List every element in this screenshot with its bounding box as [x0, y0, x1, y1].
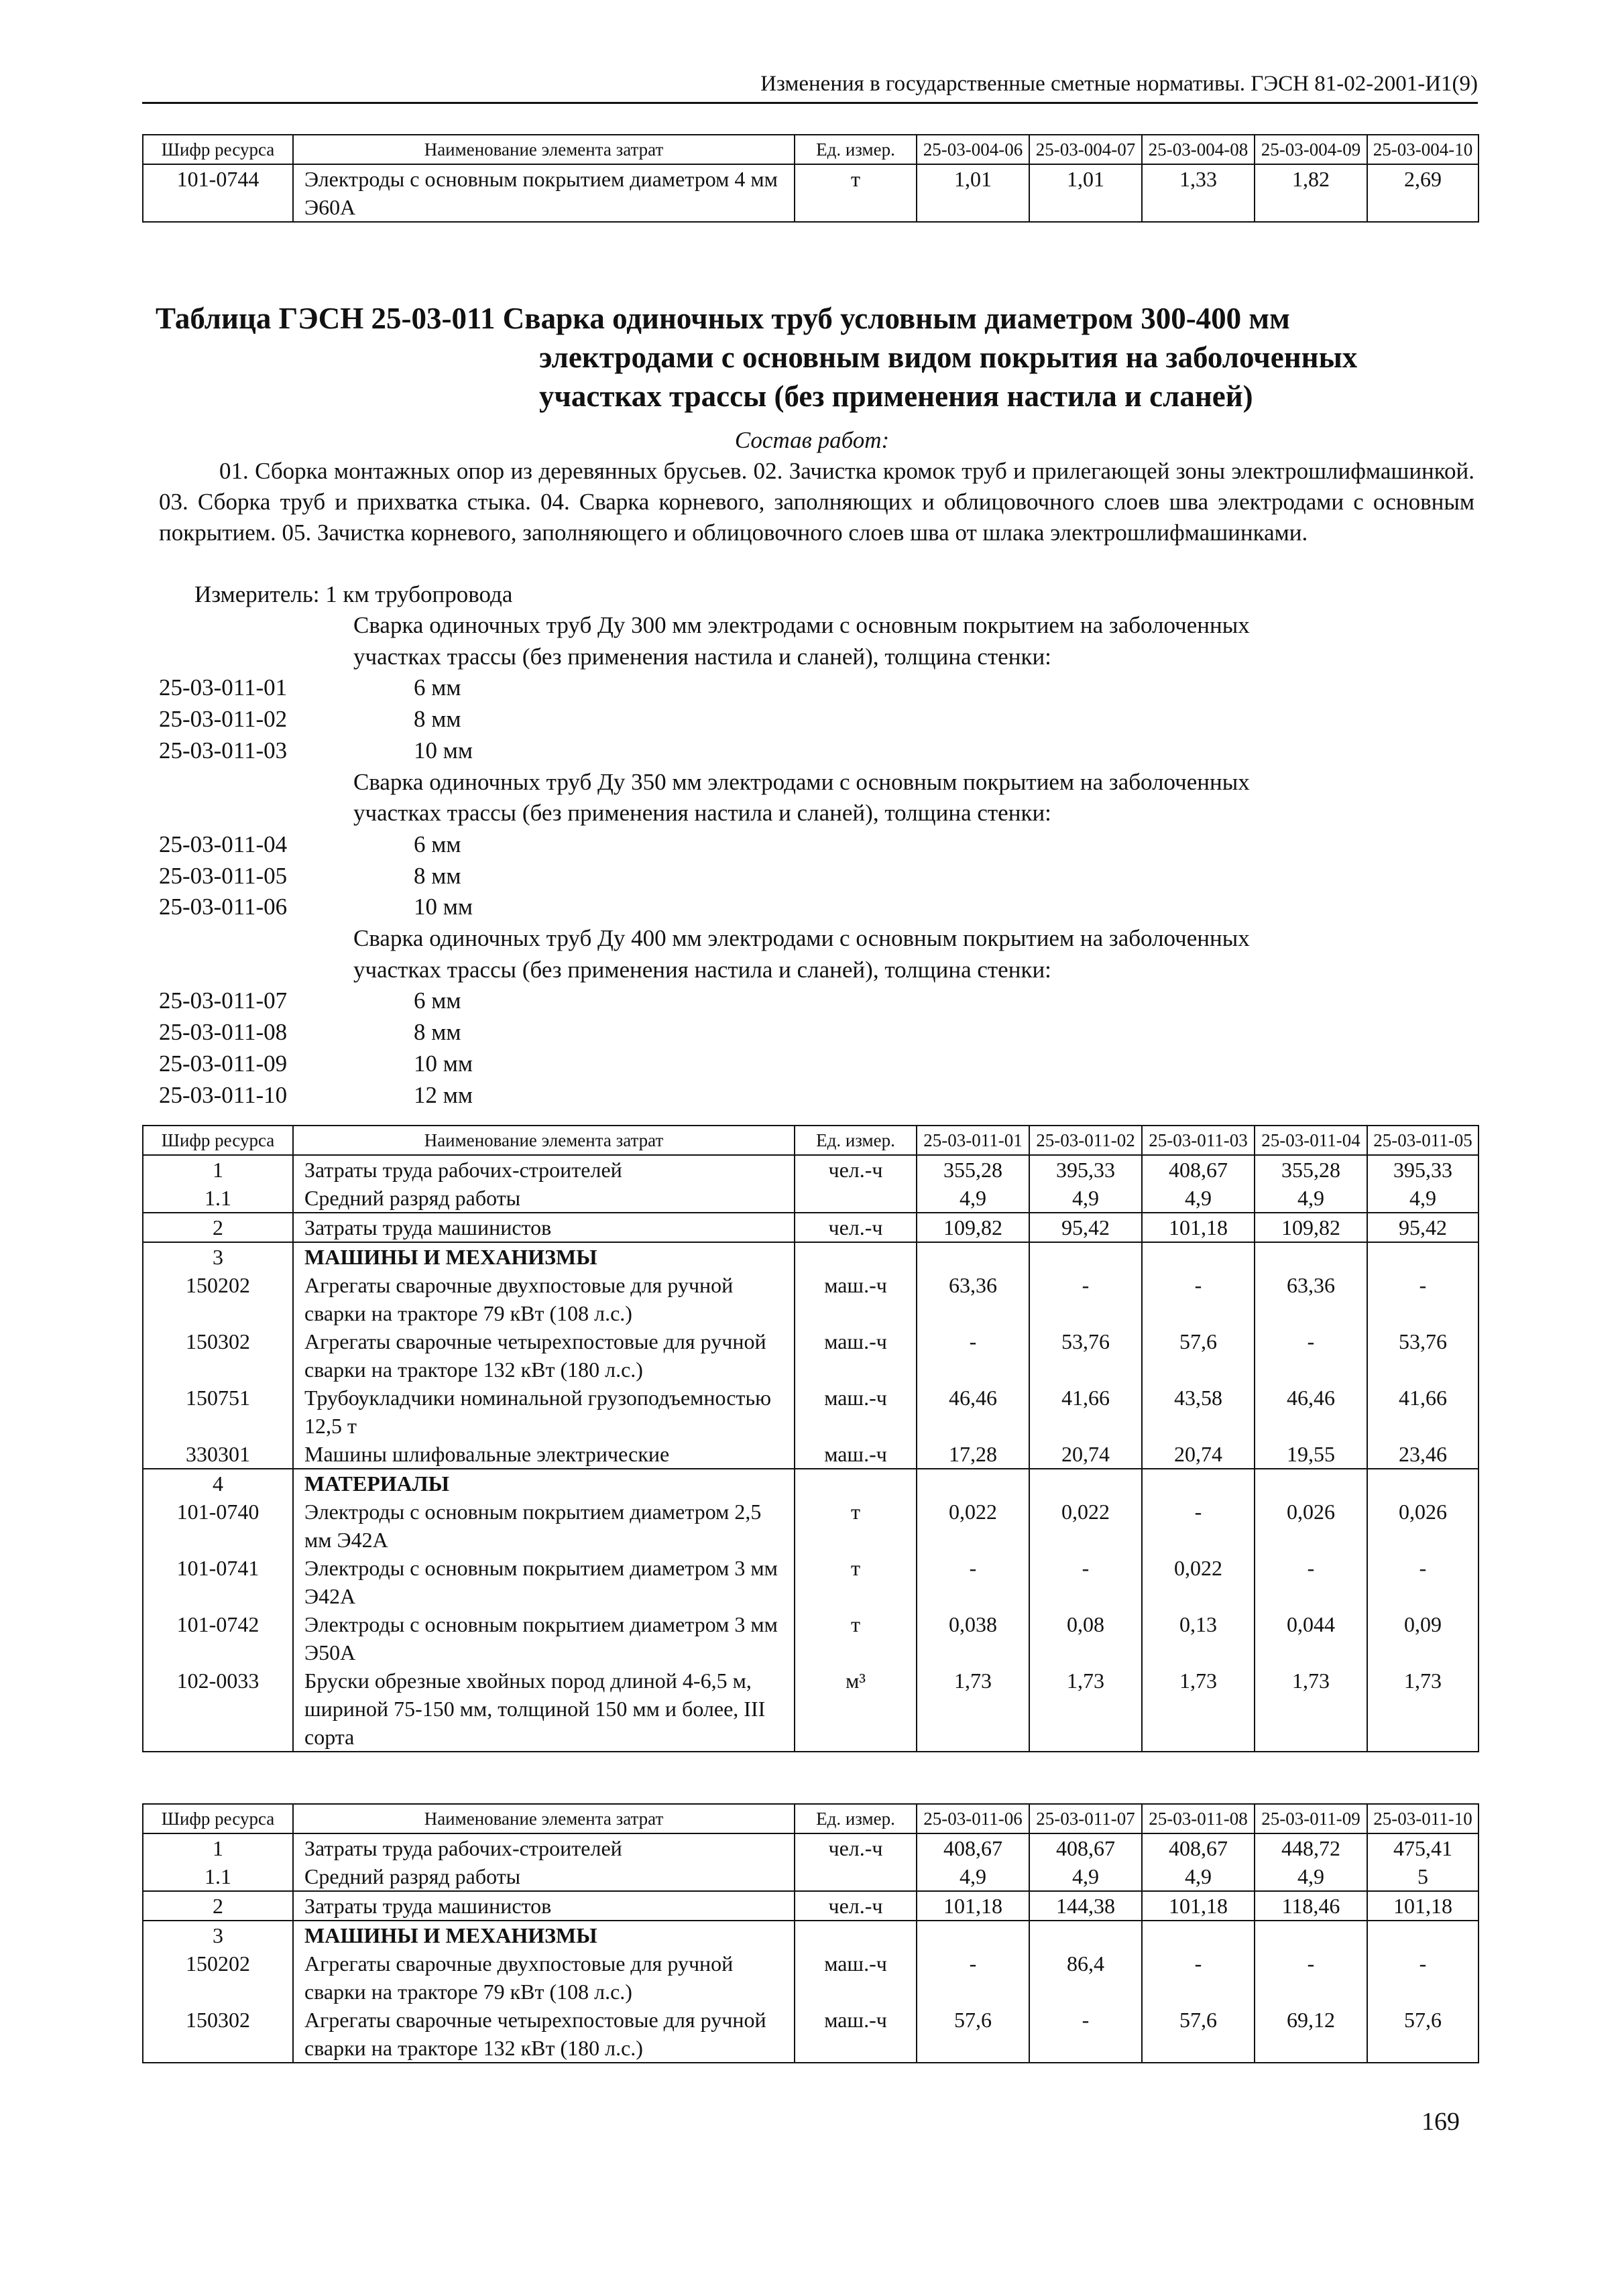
norm-value: 109,82	[917, 1213, 1029, 1242]
unit-of-measure: т	[795, 1554, 917, 1610]
norm-value	[917, 1242, 1029, 1271]
composition-heading: Состав работ:	[734, 427, 890, 453]
table-row	[143, 2006, 1478, 2063]
resource-code: 330301	[143, 1440, 293, 1469]
cost-element-name: Агрегаты сварочные двухпостовые для ручной сварки на тракторе 79 кВт (108 л.с.)	[293, 1271, 795, 1327]
norm-value: 2,69	[1367, 164, 1478, 222]
norm-value: 57,6	[917, 2006, 1029, 2063]
header-norm: 25-03-011-01	[917, 1126, 1029, 1155]
cost-element-name: Электроды с основным покрытием диаметром 3 мм Э42А	[293, 1554, 795, 1610]
norm-value: 1,01	[1029, 164, 1142, 222]
norm-value	[1029, 1921, 1142, 1949]
norm-value: 118,46	[1255, 1891, 1367, 1921]
norm-value: 41,66	[1367, 1384, 1478, 1440]
norm-value: 101,18	[917, 1891, 1029, 1921]
header-norm: 25-03-004-10	[1367, 135, 1478, 164]
table-header-row	[143, 1804, 1478, 1833]
norm-value: 101,18	[1142, 1891, 1255, 1921]
norm-item	[159, 1080, 1493, 1111]
norm-value: 101,18	[1142, 1213, 1255, 1242]
norm-value: -	[1029, 1554, 1142, 1610]
resource-code: 1	[143, 1155, 293, 1184]
norm-code: 25-03-011-07	[159, 987, 288, 1014]
norm-value: 57,6	[1367, 2006, 1478, 2063]
norm-thickness: 6 мм	[414, 674, 461, 701]
unit-of-measure: т	[795, 164, 917, 222]
norm-value: -	[1367, 1271, 1478, 1327]
resource-code: 3	[143, 1242, 293, 1271]
header-code: Шифр ресурса	[143, 135, 293, 164]
norm-value: -	[917, 1327, 1029, 1384]
norm-value	[1367, 1921, 1478, 1949]
norm-thickness: 10 мм	[414, 894, 473, 920]
header-unit: Ед. измер.	[795, 135, 917, 164]
unit-of-measure: маш.-ч	[795, 1440, 917, 1469]
resource-code: 101-0740	[143, 1498, 293, 1554]
norm-group-description: участках трассы (без применения настила и сланей), толщина стенки:	[353, 956, 1051, 983]
table-row	[143, 1213, 1478, 1242]
norm-code: 25-03-011-04	[159, 831, 288, 857]
norm-value: 395,33	[1367, 1155, 1478, 1184]
norm-item	[159, 735, 1493, 767]
norm-code: 25-03-011-08	[159, 1019, 288, 1046]
cost-element-name: Агрегаты сварочные четырехпостовые для ручной сварки на тракторе 132 кВт (180 л.с.)	[293, 2006, 795, 2063]
norm-thickness: 8 мм	[414, 1019, 461, 1046]
cost-element-name: Агрегаты сварочные четырехпостовые для ручной сварки на тракторе 132 кВт (180 л.с.)	[293, 1327, 795, 1384]
norm-value: 408,67	[1142, 1833, 1255, 1862]
norm-value: 20,74	[1142, 1440, 1255, 1469]
header-code: Шифр ресурса	[143, 1804, 293, 1833]
resource-code: 3	[143, 1921, 293, 1949]
cost-element-name: МАШИНЫ И МЕХАНИЗМЫ	[293, 1242, 795, 1271]
norm-value: -	[1255, 1327, 1367, 1384]
norm-value: 41,66	[1029, 1384, 1142, 1440]
table-row	[143, 1862, 1478, 1891]
norm-value: 109,82	[1255, 1213, 1367, 1242]
header-unit: Ед. измер.	[795, 1804, 917, 1833]
cost-element-name: Затраты труда рабочих-строителей	[293, 1155, 795, 1184]
resource-code: 1.1	[143, 1184, 293, 1213]
norm-value: 1,73	[1029, 1667, 1142, 1752]
norm-value: -	[1029, 2006, 1142, 2063]
page-header: Изменения в государственные сметные нормативы. ГЭСН 81-02-2001-И1(9)	[760, 72, 1478, 96]
norm-value: 1,73	[917, 1667, 1029, 1752]
table-row	[143, 1554, 1478, 1610]
norm-value	[917, 1921, 1029, 1949]
norm-value	[1255, 1242, 1367, 1271]
header-norm: 25-03-004-07	[1029, 135, 1142, 164]
table-row	[143, 1155, 1478, 1184]
resource-table-b	[142, 1803, 1479, 2063]
unit-of-measure: маш.-ч	[795, 1949, 917, 2006]
norm-group-description: Сварка одиночных труб Ду 350 мм электродами с основным покрытием на заболоченных	[353, 768, 1250, 795]
resource-table-a	[142, 1125, 1479, 1752]
norm-value: 86,4	[1029, 1949, 1142, 2006]
unit-of-measure	[795, 1242, 917, 1271]
table-row	[143, 1384, 1478, 1440]
norm-value: 4,9	[917, 1862, 1029, 1891]
resource-code: 101-0744	[143, 164, 293, 222]
norm-value	[1255, 1921, 1367, 1949]
norm-value	[1142, 1469, 1255, 1498]
norm-value: 57,6	[1142, 1327, 1255, 1384]
norm-thickness: 8 мм	[414, 706, 461, 733]
norm-value	[1029, 1469, 1142, 1498]
norm-value: -	[1367, 1949, 1478, 2006]
norm-item	[159, 1048, 1493, 1080]
norm-item	[159, 672, 1493, 704]
resource-code: 1.1	[143, 1862, 293, 1891]
header-rule	[142, 102, 1478, 104]
norm-code: 25-03-011-05	[159, 862, 288, 889]
resource-code: 102-0033	[143, 1667, 293, 1752]
table-row	[143, 1271, 1478, 1327]
unit-of-measure	[795, 1862, 917, 1891]
unit-of-measure: маш.-ч	[795, 1384, 917, 1440]
norm-value: 0,022	[917, 1498, 1029, 1554]
table-row	[143, 1921, 1478, 1949]
header-code: Шифр ресурса	[143, 1126, 293, 1155]
norm-value: 355,28	[1255, 1155, 1367, 1184]
table-title-line: Таблица ГЭСН 25-03-011 Сварка одиночных труб условным диаметром 300-400 мм	[156, 302, 1290, 335]
norm-value: 0,022	[1142, 1554, 1255, 1610]
norm-value: 101,18	[1367, 1891, 1478, 1921]
norm-value: 448,72	[1255, 1833, 1367, 1862]
norm-thickness: 10 мм	[414, 737, 473, 764]
cost-element-name: Электроды с основным покрытием диаметром 2,5 мм Э42А	[293, 1498, 795, 1554]
norm-value: 395,33	[1029, 1155, 1142, 1184]
norm-list	[159, 610, 1493, 1111]
norm-thickness: 12 мм	[414, 1081, 473, 1108]
norm-value	[1367, 1242, 1478, 1271]
resource-code: 1	[143, 1833, 293, 1862]
norm-value: 69,12	[1255, 2006, 1367, 2063]
resource-code: 150302	[143, 2006, 293, 2063]
table-row	[143, 1833, 1478, 1862]
unit-of-measure: чел.-ч	[795, 1213, 917, 1242]
unit-of-measure: чел.-ч	[795, 1833, 917, 1862]
table-title-line: участках трассы (без применения настила и сланей)	[539, 379, 1253, 413]
cost-element-name: Затраты труда машинистов	[293, 1891, 795, 1921]
cost-element-name: Электроды с основным покрытием диаметром 3 мм Э50А	[293, 1610, 795, 1667]
norm-value: 1,73	[1367, 1667, 1478, 1752]
norm-value: 63,36	[917, 1271, 1029, 1327]
norm-code: 25-03-011-02	[159, 706, 288, 733]
norm-value: -	[917, 1949, 1029, 2006]
table-row	[143, 1949, 1478, 2006]
resource-code: 4	[143, 1469, 293, 1498]
norm-value: 0,044	[1255, 1610, 1367, 1667]
table-header-row	[143, 1126, 1478, 1155]
norm-value: 1,01	[917, 164, 1029, 222]
norm-group-description: Сварка одиночных труб Ду 300 мм электродами с основным покрытием на заболоченных	[353, 612, 1250, 638]
norm-code: 25-03-011-10	[159, 1081, 288, 1108]
unit-of-measure	[795, 1921, 917, 1949]
header-norm: 25-03-011-10	[1367, 1804, 1478, 1833]
measurer: Измеритель: 1 км трубопровода	[194, 581, 513, 607]
norm-code: 25-03-011-03	[159, 737, 288, 764]
norm-value	[1367, 1469, 1478, 1498]
norm-item	[159, 861, 1493, 892]
unit-of-measure: маш.-ч	[795, 1271, 917, 1327]
header-norm: 25-03-011-05	[1367, 1126, 1478, 1155]
table-row	[143, 164, 1478, 222]
unit-of-measure: чел.-ч	[795, 1891, 917, 1921]
norm-item	[159, 704, 1493, 735]
resource-code: 2	[143, 1891, 293, 1921]
cost-element-name: Агрегаты сварочные двухпостовые для ручной сварки на тракторе 79 кВт (108 л.с.)	[293, 1949, 795, 2006]
cost-element-name: МАШИНЫ И МЕХАНИЗМЫ	[293, 1921, 795, 1949]
norm-value	[1142, 1242, 1255, 1271]
norm-code: 25-03-011-01	[159, 674, 288, 701]
table-row	[143, 1469, 1478, 1498]
norm-value: 63,36	[1255, 1271, 1367, 1327]
header-name: Наименование элемента затрат	[293, 1126, 795, 1155]
norm-value: 355,28	[917, 1155, 1029, 1184]
norm-value: -	[1142, 1271, 1255, 1327]
cost-element-name: Средний разряд работы	[293, 1184, 795, 1213]
norm-value: 408,67	[1029, 1833, 1142, 1862]
norm-value: 1,82	[1255, 164, 1367, 222]
table-row	[143, 1440, 1478, 1469]
norm-item	[159, 985, 1493, 1017]
header-unit: Ед. измер.	[795, 1126, 917, 1155]
cost-element-name: Средний разряд работы	[293, 1862, 795, 1891]
unit-of-measure: маш.-ч	[795, 1327, 917, 1384]
table-title-line: электродами с основным видом покрытия на заболоченных	[539, 341, 1358, 374]
norm-value: 144,38	[1029, 1891, 1142, 1921]
norm-value: 4,9	[1142, 1862, 1255, 1891]
norm-value: -	[917, 1554, 1029, 1610]
norm-value: 0,026	[1255, 1498, 1367, 1554]
resource-table-top	[142, 134, 1479, 223]
header-norm: 25-03-011-07	[1029, 1804, 1142, 1833]
resource-code: 150751	[143, 1384, 293, 1440]
norm-value: 53,76	[1367, 1327, 1478, 1384]
header-norm: 25-03-011-06	[917, 1804, 1029, 1833]
norm-value: -	[1029, 1271, 1142, 1327]
cost-element-name: МАТЕРИАЛЫ	[293, 1469, 795, 1498]
page-number: 169	[1422, 2108, 1460, 2136]
unit-of-measure: т	[795, 1610, 917, 1667]
norm-value: 4,9	[1029, 1862, 1142, 1891]
norm-value: 4,9	[1367, 1184, 1478, 1213]
norm-value: -	[1255, 1949, 1367, 2006]
norm-item	[159, 829, 1493, 861]
norm-value: 0,13	[1142, 1610, 1255, 1667]
norm-value: 19,55	[1255, 1440, 1367, 1469]
norm-value: 46,46	[1255, 1384, 1367, 1440]
norm-value	[917, 1469, 1029, 1498]
composition-text: 01. Сборка монтажных опор из деревянных брусьев. 02. Зачистка кромок труб и прилегающей зоны электрошлифмашинкой. 03. Сборка труб и прихватка стыка. 04. Сварка корневого, заполняющих и облицовочного слоев шва электродами с основным покрытием. 05. Зачистка корневого, заполняющего и облицовочного слоев шва от шлака электрошлифмашинками.	[159, 458, 1474, 546]
norm-value: 5	[1367, 1862, 1478, 1891]
norm-value: -	[1142, 1949, 1255, 2006]
cost-element-name: Трубоукладчики номинальной грузоподъемностью 12,5 т	[293, 1384, 795, 1440]
norm-value: 0,022	[1029, 1498, 1142, 1554]
header-name: Наименование элемента затрат	[293, 135, 795, 164]
cost-element-name: Электроды с основным покрытием диаметром 4 мм Э60А	[293, 164, 795, 222]
resource-code: 101-0742	[143, 1610, 293, 1667]
header-norm: 25-03-011-03	[1142, 1126, 1255, 1155]
norm-value: 95,42	[1367, 1213, 1478, 1242]
table-row	[143, 1184, 1478, 1213]
norm-value: 53,76	[1029, 1327, 1142, 1384]
table-row	[143, 1498, 1478, 1554]
unit-of-measure: т	[795, 1498, 917, 1554]
norm-value	[1142, 1921, 1255, 1949]
norm-value: 1,33	[1142, 164, 1255, 222]
norm-group-description: участках трассы (без применения настила и сланей), толщина стенки:	[353, 800, 1051, 827]
norm-value: 43,58	[1142, 1384, 1255, 1440]
norm-value	[1029, 1242, 1142, 1271]
header-norm: 25-03-004-09	[1255, 135, 1367, 164]
resource-code: 2	[143, 1213, 293, 1242]
norm-value: 4,9	[1255, 1184, 1367, 1213]
header-norm: 25-03-011-09	[1255, 1804, 1367, 1833]
unit-of-measure: м³	[795, 1667, 917, 1752]
norm-value: 20,74	[1029, 1440, 1142, 1469]
unit-of-measure	[795, 1184, 917, 1213]
cost-element-name: Затраты труда машинистов	[293, 1213, 795, 1242]
norm-value: 57,6	[1142, 2006, 1255, 2063]
cost-element-name: Бруски обрезные хвойных пород длиной 4-6,5 м, шириной 75-150 мм, толщиной 150 мм и более, III сорта	[293, 1667, 795, 1752]
header-norm: 25-03-004-06	[917, 135, 1029, 164]
table-row	[143, 1891, 1478, 1921]
header-norm: 25-03-011-08	[1142, 1804, 1255, 1833]
cost-element-name: Затраты труда рабочих-строителей	[293, 1833, 795, 1862]
resource-code: 101-0741	[143, 1554, 293, 1610]
table-title	[156, 299, 1470, 416]
unit-of-measure	[795, 1469, 917, 1498]
norm-value: 1,73	[1142, 1667, 1255, 1752]
table-row	[143, 1610, 1478, 1667]
header-norm: 25-03-011-02	[1029, 1126, 1142, 1155]
norm-value: -	[1142, 1498, 1255, 1554]
norm-value: 95,42	[1029, 1213, 1142, 1242]
table-row	[143, 1667, 1478, 1752]
unit-of-measure: маш.-ч	[795, 2006, 917, 2063]
table-row	[143, 1327, 1478, 1384]
norm-value: -	[1367, 1554, 1478, 1610]
norm-value: 0,038	[917, 1610, 1029, 1667]
norm-code: 25-03-011-06	[159, 894, 288, 920]
norm-value	[1255, 1469, 1367, 1498]
norm-thickness: 6 мм	[414, 987, 461, 1014]
norm-value: 0,026	[1367, 1498, 1478, 1554]
norm-value: 4,9	[1029, 1184, 1142, 1213]
norm-value: 4,9	[1142, 1184, 1255, 1213]
resource-code: 150302	[143, 1327, 293, 1384]
norm-value: 0,09	[1367, 1610, 1478, 1667]
norm-value: 46,46	[917, 1384, 1029, 1440]
norm-value: 475,41	[1367, 1833, 1478, 1862]
norm-value: 408,67	[917, 1833, 1029, 1862]
norm-item	[159, 1017, 1493, 1048]
norm-value: -	[1255, 1554, 1367, 1610]
unit-of-measure: чел.-ч	[795, 1155, 917, 1184]
header-norm: 25-03-004-08	[1142, 135, 1255, 164]
norm-value: 408,67	[1142, 1155, 1255, 1184]
resource-code: 150202	[143, 1949, 293, 2006]
norm-value: 23,46	[1367, 1440, 1478, 1469]
resource-code: 150202	[143, 1271, 293, 1327]
norm-thickness: 8 мм	[414, 862, 461, 889]
header-norm: 25-03-011-04	[1255, 1126, 1367, 1155]
norm-value: 17,28	[917, 1440, 1029, 1469]
norm-item	[159, 892, 1493, 923]
norm-value: 0,08	[1029, 1610, 1142, 1667]
norm-value: 1,73	[1255, 1667, 1367, 1752]
norm-value: 4,9	[917, 1184, 1029, 1213]
norm-group-description: участках трассы (без применения настила и сланей), толщина стенки:	[353, 643, 1051, 670]
norm-thickness: 6 мм	[414, 831, 461, 857]
norm-group-description: Сварка одиночных труб Ду 400 мм электродами с основным покрытием на заболоченных	[353, 925, 1250, 952]
cost-element-name: Машины шлифовальные электрические	[293, 1440, 795, 1469]
table-row	[143, 1242, 1478, 1271]
norm-thickness: 10 мм	[414, 1050, 473, 1077]
norm-value: 4,9	[1255, 1862, 1367, 1891]
table-header-row	[143, 135, 1478, 164]
header-name: Наименование элемента затрат	[293, 1804, 795, 1833]
norm-code: 25-03-011-09	[159, 1050, 288, 1077]
